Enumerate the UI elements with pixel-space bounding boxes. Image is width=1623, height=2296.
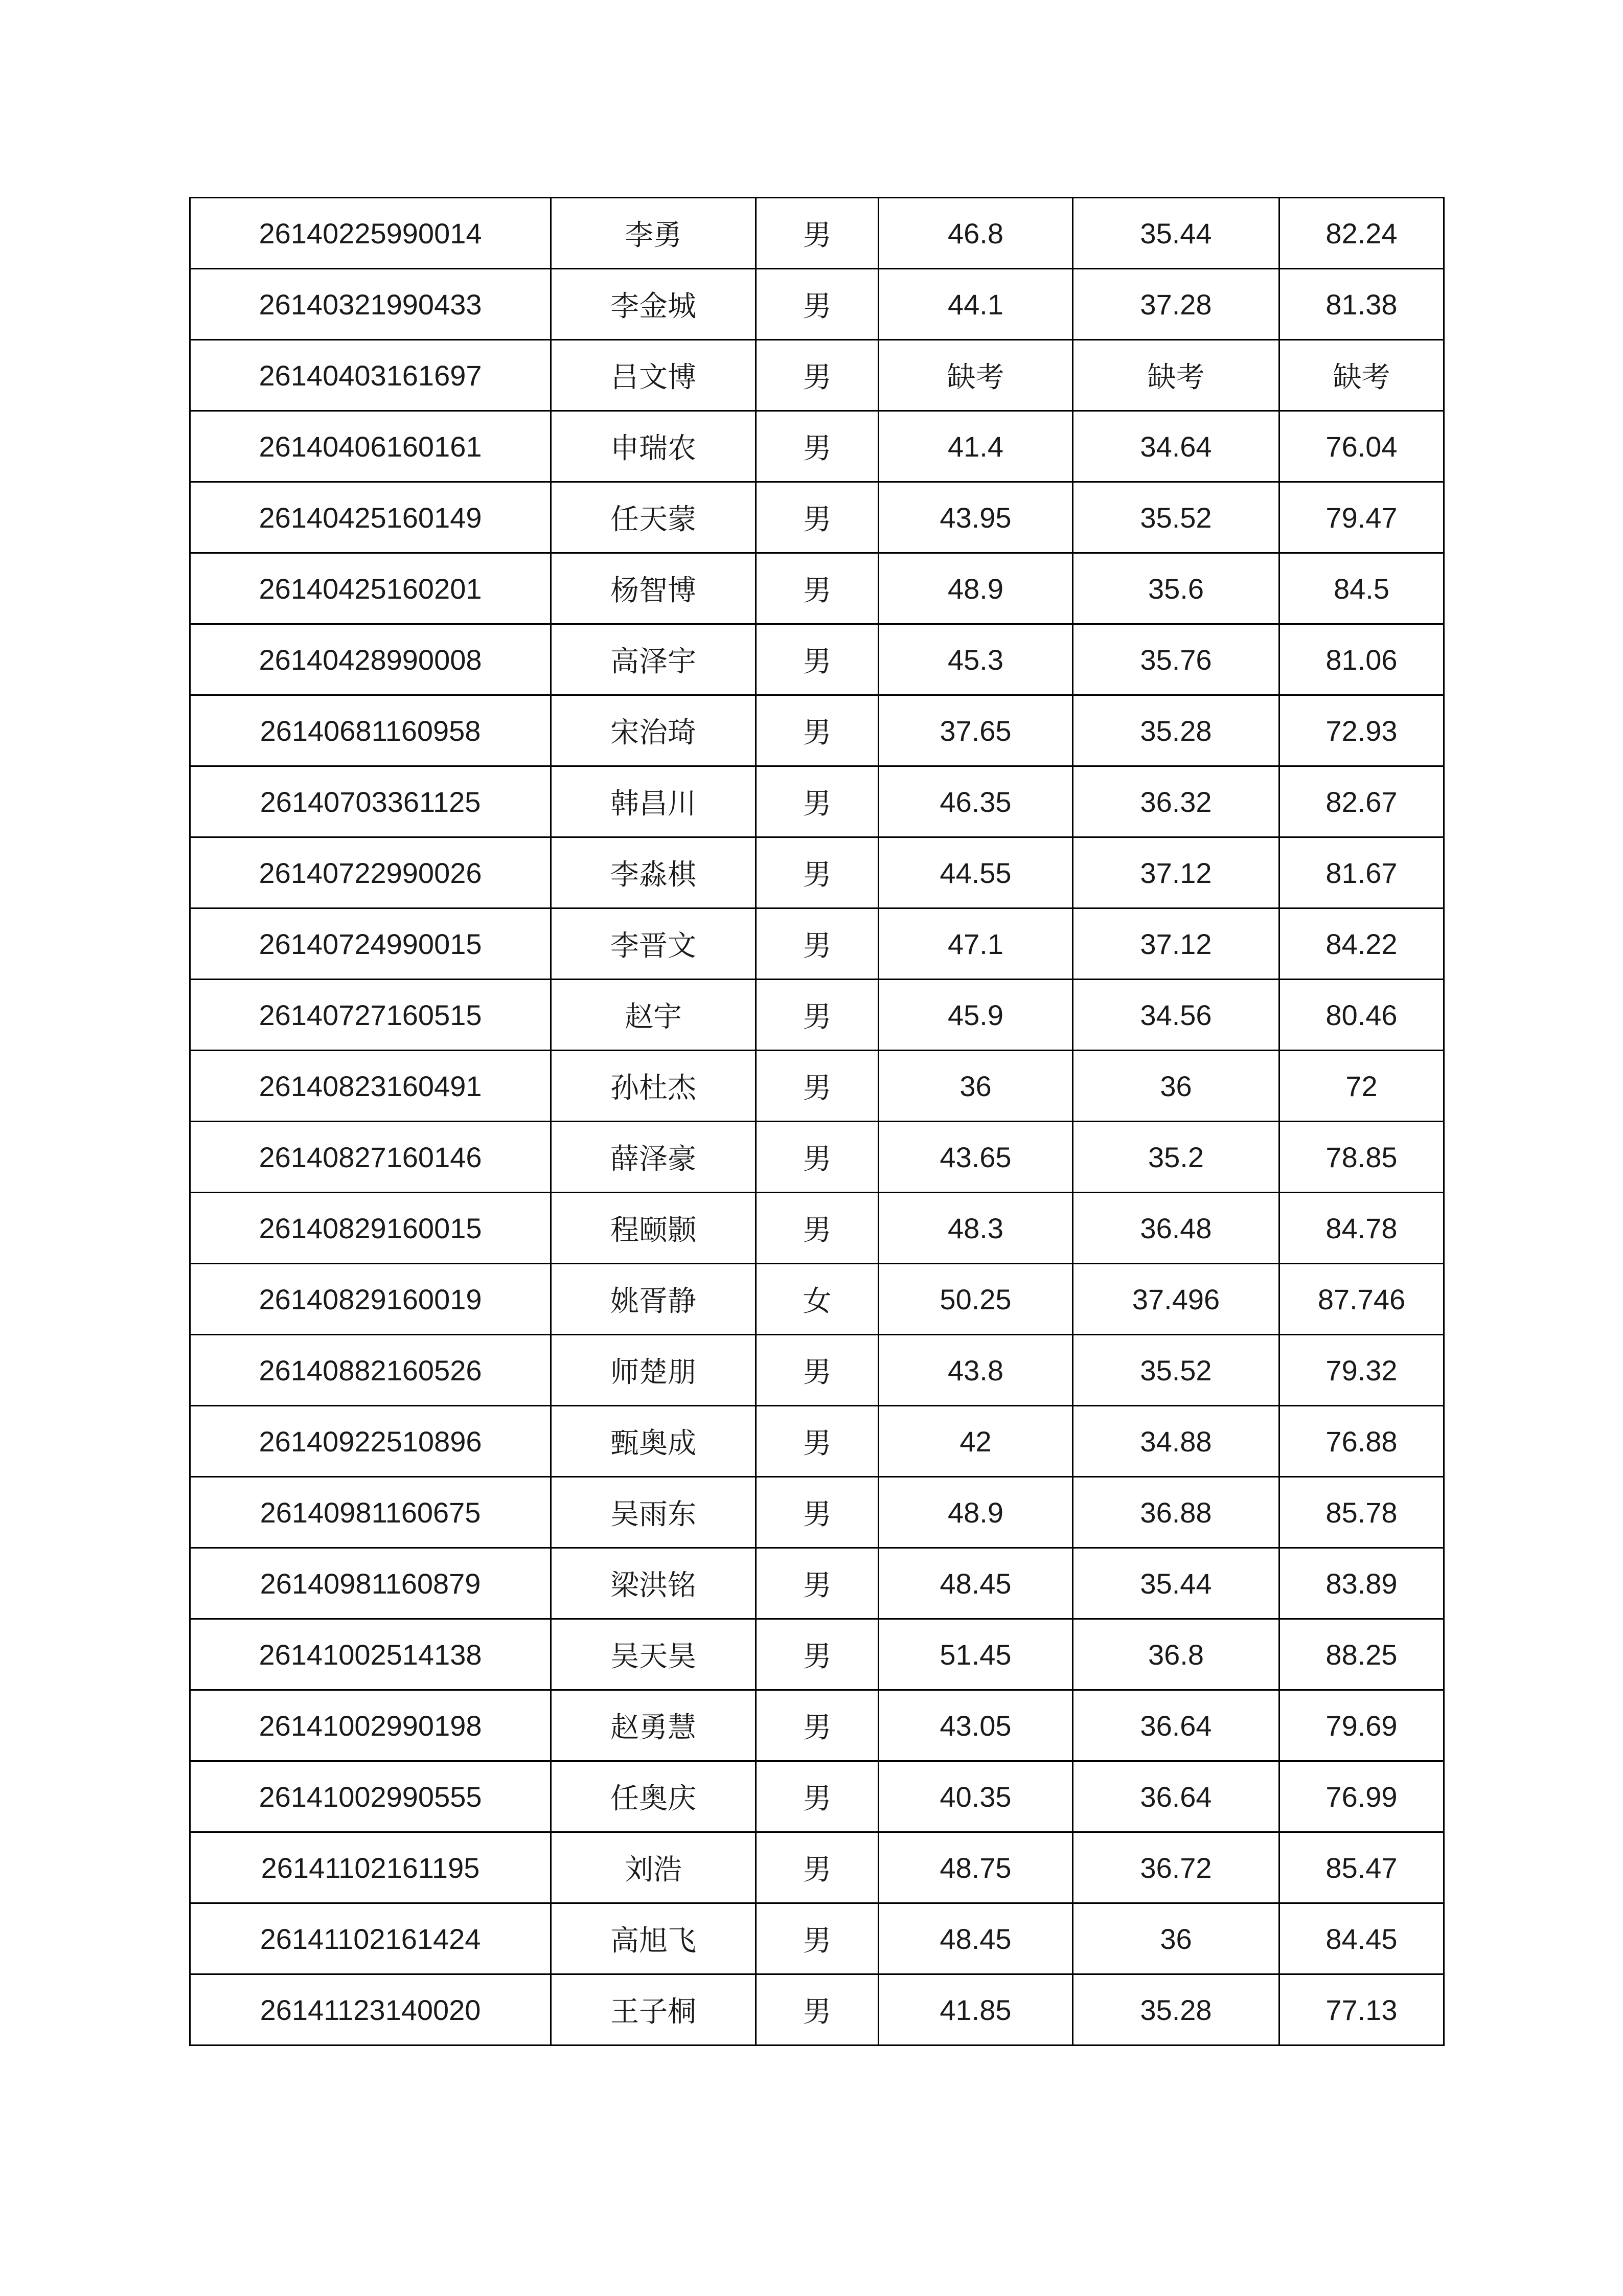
cell-total: 81.67	[1279, 837, 1444, 908]
cell-score-1: 40.35	[879, 1761, 1073, 1832]
cell-total: 76.99	[1279, 1761, 1444, 1832]
cell-total: 84.5	[1279, 553, 1444, 624]
cell-total: 缺考	[1279, 340, 1444, 411]
table-row	[190, 1051, 1444, 1122]
score-table-body	[190, 198, 1444, 2045]
table-row	[190, 980, 1444, 1051]
cell-score-1: 46.35	[879, 766, 1073, 837]
cell-score-2: 37.28	[1073, 269, 1279, 340]
cell-total: 85.47	[1279, 1832, 1444, 1903]
table-row	[190, 1406, 1444, 1477]
cell-score-2: 35.6	[1073, 553, 1279, 624]
cell-name: 吕文博	[551, 340, 756, 411]
cell-name: 吴天昊	[551, 1619, 756, 1690]
cell-score-2: 34.88	[1073, 1406, 1279, 1477]
cell-score-2: 37.12	[1073, 837, 1279, 908]
cell-score-2: 36.32	[1073, 766, 1279, 837]
cell-total: 72	[1279, 1051, 1444, 1122]
cell-gender: 男	[756, 1548, 879, 1619]
cell-exam-id: 26140829160019	[190, 1264, 551, 1335]
cell-score-2: 37.496	[1073, 1264, 1279, 1335]
cell-total: 76.88	[1279, 1406, 1444, 1477]
table-row	[190, 1832, 1444, 1903]
cell-name: 韩昌川	[551, 766, 756, 837]
cell-gender: 男	[756, 1051, 879, 1122]
cell-score-1: 48.75	[879, 1832, 1073, 1903]
cell-total: 78.85	[1279, 1122, 1444, 1193]
cell-score-2: 36.88	[1073, 1477, 1279, 1548]
cell-score-2: 37.12	[1073, 908, 1279, 980]
cell-exam-id: 26141002514138	[190, 1619, 551, 1690]
cell-exam-id: 26140703361125	[190, 766, 551, 837]
cell-gender: 男	[756, 482, 879, 553]
cell-gender: 男	[756, 1974, 879, 2045]
table-row	[190, 1335, 1444, 1406]
cell-gender: 男	[756, 980, 879, 1051]
table-row	[190, 1193, 1444, 1264]
cell-name: 孙杜杰	[551, 1051, 756, 1122]
cell-gender: 男	[756, 1903, 879, 1974]
cell-score-1: 48.45	[879, 1903, 1073, 1974]
table-row	[190, 482, 1444, 553]
cell-score-2: 34.64	[1073, 411, 1279, 482]
cell-name: 申瑞农	[551, 411, 756, 482]
cell-total: 85.78	[1279, 1477, 1444, 1548]
table-row	[190, 908, 1444, 980]
cell-gender: 男	[756, 340, 879, 411]
cell-name: 高旭飞	[551, 1903, 756, 1974]
cell-gender: 男	[756, 837, 879, 908]
table-row	[190, 411, 1444, 482]
cell-gender: 男	[756, 269, 879, 340]
cell-score-1: 44.55	[879, 837, 1073, 908]
cell-score-1: 43.05	[879, 1690, 1073, 1761]
cell-score-1: 48.3	[879, 1193, 1073, 1264]
cell-score-1: 45.3	[879, 624, 1073, 695]
cell-gender: 男	[756, 1761, 879, 1832]
cell-name: 高泽宇	[551, 624, 756, 695]
table-row	[190, 1477, 1444, 1548]
cell-score-2: 36.8	[1073, 1619, 1279, 1690]
cell-score-1: 41.4	[879, 411, 1073, 482]
cell-exam-id: 26140406160161	[190, 411, 551, 482]
cell-total: 79.47	[1279, 482, 1444, 553]
cell-gender: 男	[756, 908, 879, 980]
cell-score-1: 47.1	[879, 908, 1073, 980]
cell-score-2: 缺考	[1073, 340, 1279, 411]
cell-gender: 男	[756, 624, 879, 695]
cell-total: 84.45	[1279, 1903, 1444, 1974]
table-row	[190, 1548, 1444, 1619]
cell-gender: 男	[756, 1619, 879, 1690]
cell-total: 82.24	[1279, 198, 1444, 269]
cell-name: 程颐颢	[551, 1193, 756, 1264]
table-row	[190, 340, 1444, 411]
cell-score-1: 41.85	[879, 1974, 1073, 2045]
cell-score-2: 36.64	[1073, 1761, 1279, 1832]
cell-gender: 男	[756, 1122, 879, 1193]
cell-name: 李淼棋	[551, 837, 756, 908]
cell-score-1: 45.9	[879, 980, 1073, 1051]
cell-total: 79.69	[1279, 1690, 1444, 1761]
cell-score-1: 37.65	[879, 695, 1073, 766]
table-row	[190, 1690, 1444, 1761]
cell-score-2: 36	[1073, 1903, 1279, 1974]
cell-gender: 男	[756, 553, 879, 624]
cell-name: 薛泽豪	[551, 1122, 756, 1193]
cell-score-2: 36	[1073, 1051, 1279, 1122]
table-row	[190, 837, 1444, 908]
cell-score-1: 48.9	[879, 1477, 1073, 1548]
cell-total: 87.746	[1279, 1264, 1444, 1335]
cell-score-1: 51.45	[879, 1619, 1073, 1690]
cell-exam-id: 26140981160879	[190, 1548, 551, 1619]
cell-score-2: 35.44	[1073, 1548, 1279, 1619]
cell-name: 刘浩	[551, 1832, 756, 1903]
cell-exam-id: 26141002990555	[190, 1761, 551, 1832]
cell-name: 赵宇	[551, 980, 756, 1051]
cell-exam-id: 26141123140020	[190, 1974, 551, 2045]
cell-gender: 男	[756, 1477, 879, 1548]
cell-total: 79.32	[1279, 1335, 1444, 1406]
cell-score-1: 48.45	[879, 1548, 1073, 1619]
table-row	[190, 624, 1444, 695]
cell-exam-id: 26140981160675	[190, 1477, 551, 1548]
cell-total: 77.13	[1279, 1974, 1444, 2045]
cell-score-1: 43.65	[879, 1122, 1073, 1193]
cell-total: 82.67	[1279, 766, 1444, 837]
cell-score-2: 35.44	[1073, 198, 1279, 269]
cell-score-2: 36.48	[1073, 1193, 1279, 1264]
cell-score-2: 35.52	[1073, 482, 1279, 553]
table-row	[190, 1761, 1444, 1832]
cell-exam-id: 26140425160149	[190, 482, 551, 553]
cell-exam-id: 26141102161195	[190, 1832, 551, 1903]
cell-score-2: 35.28	[1073, 695, 1279, 766]
cell-total: 72.93	[1279, 695, 1444, 766]
cell-exam-id: 26140882160526	[190, 1335, 551, 1406]
cell-name: 师楚朋	[551, 1335, 756, 1406]
table-row	[190, 553, 1444, 624]
cell-exam-id: 26140829160015	[190, 1193, 551, 1264]
table-row	[190, 1903, 1444, 1974]
cell-name: 李勇	[551, 198, 756, 269]
cell-score-1: 42	[879, 1406, 1073, 1477]
cell-score-1: 43.95	[879, 482, 1073, 553]
cell-gender: 男	[756, 1690, 879, 1761]
cell-score-2: 35.28	[1073, 1974, 1279, 2045]
cell-score-1: 44.1	[879, 269, 1073, 340]
cell-name: 杨智博	[551, 553, 756, 624]
cell-exam-id: 26140722990026	[190, 837, 551, 908]
cell-exam-id: 26140727160515	[190, 980, 551, 1051]
table-row	[190, 695, 1444, 766]
cell-gender: 男	[756, 1193, 879, 1264]
cell-gender: 女	[756, 1264, 879, 1335]
cell-exam-id: 26140922510896	[190, 1406, 551, 1477]
score-table	[189, 197, 1445, 2046]
cell-gender: 男	[756, 198, 879, 269]
cell-score-2: 35.2	[1073, 1122, 1279, 1193]
cell-score-2: 36.64	[1073, 1690, 1279, 1761]
cell-gender: 男	[756, 1406, 879, 1477]
cell-exam-id: 26140681160958	[190, 695, 551, 766]
cell-exam-id: 26140321990433	[190, 269, 551, 340]
cell-score-2: 35.52	[1073, 1335, 1279, 1406]
cell-total: 76.04	[1279, 411, 1444, 482]
cell-gender: 男	[756, 695, 879, 766]
cell-name: 李晋文	[551, 908, 756, 980]
cell-name: 宋治琦	[551, 695, 756, 766]
cell-exam-id: 26140823160491	[190, 1051, 551, 1122]
cell-exam-id: 26140225990014	[190, 198, 551, 269]
cell-name: 吴雨东	[551, 1477, 756, 1548]
cell-score-2: 36.72	[1073, 1832, 1279, 1903]
cell-score-1: 46.8	[879, 198, 1073, 269]
cell-name: 姚胥静	[551, 1264, 756, 1335]
table-row	[190, 1974, 1444, 2045]
cell-exam-id: 26140403161697	[190, 340, 551, 411]
cell-exam-id: 26140425160201	[190, 553, 551, 624]
cell-total: 84.22	[1279, 908, 1444, 980]
cell-name: 王子桐	[551, 1974, 756, 2045]
cell-name: 梁洪铭	[551, 1548, 756, 1619]
cell-name: 任奥庆	[551, 1761, 756, 1832]
table-row	[190, 1619, 1444, 1690]
table-row	[190, 1122, 1444, 1193]
cell-total: 81.38	[1279, 269, 1444, 340]
cell-exam-id: 26140428990008	[190, 624, 551, 695]
cell-score-1: 48.9	[879, 553, 1073, 624]
cell-name: 甄奥成	[551, 1406, 756, 1477]
cell-name: 李金城	[551, 269, 756, 340]
cell-score-1: 50.25	[879, 1264, 1073, 1335]
cell-total: 84.78	[1279, 1193, 1444, 1264]
cell-exam-id: 26140827160146	[190, 1122, 551, 1193]
cell-gender: 男	[756, 1832, 879, 1903]
cell-name: 任天蒙	[551, 482, 756, 553]
cell-name: 赵勇慧	[551, 1690, 756, 1761]
table-row	[190, 269, 1444, 340]
table-row	[190, 766, 1444, 837]
cell-gender: 男	[756, 1335, 879, 1406]
cell-score-2: 35.76	[1073, 624, 1279, 695]
cell-gender: 男	[756, 411, 879, 482]
table-row	[190, 1264, 1444, 1335]
cell-score-2: 34.56	[1073, 980, 1279, 1051]
cell-total: 88.25	[1279, 1619, 1444, 1690]
cell-exam-id: 26140724990015	[190, 908, 551, 980]
cell-score-1: 43.8	[879, 1335, 1073, 1406]
cell-exam-id: 26141102161424	[190, 1903, 551, 1974]
cell-total: 81.06	[1279, 624, 1444, 695]
table-row	[190, 198, 1444, 269]
cell-score-1: 缺考	[879, 340, 1073, 411]
cell-total: 83.89	[1279, 1548, 1444, 1619]
cell-score-1: 36	[879, 1051, 1073, 1122]
cell-gender: 男	[756, 766, 879, 837]
cell-exam-id: 26141002990198	[190, 1690, 551, 1761]
cell-total: 80.46	[1279, 980, 1444, 1051]
